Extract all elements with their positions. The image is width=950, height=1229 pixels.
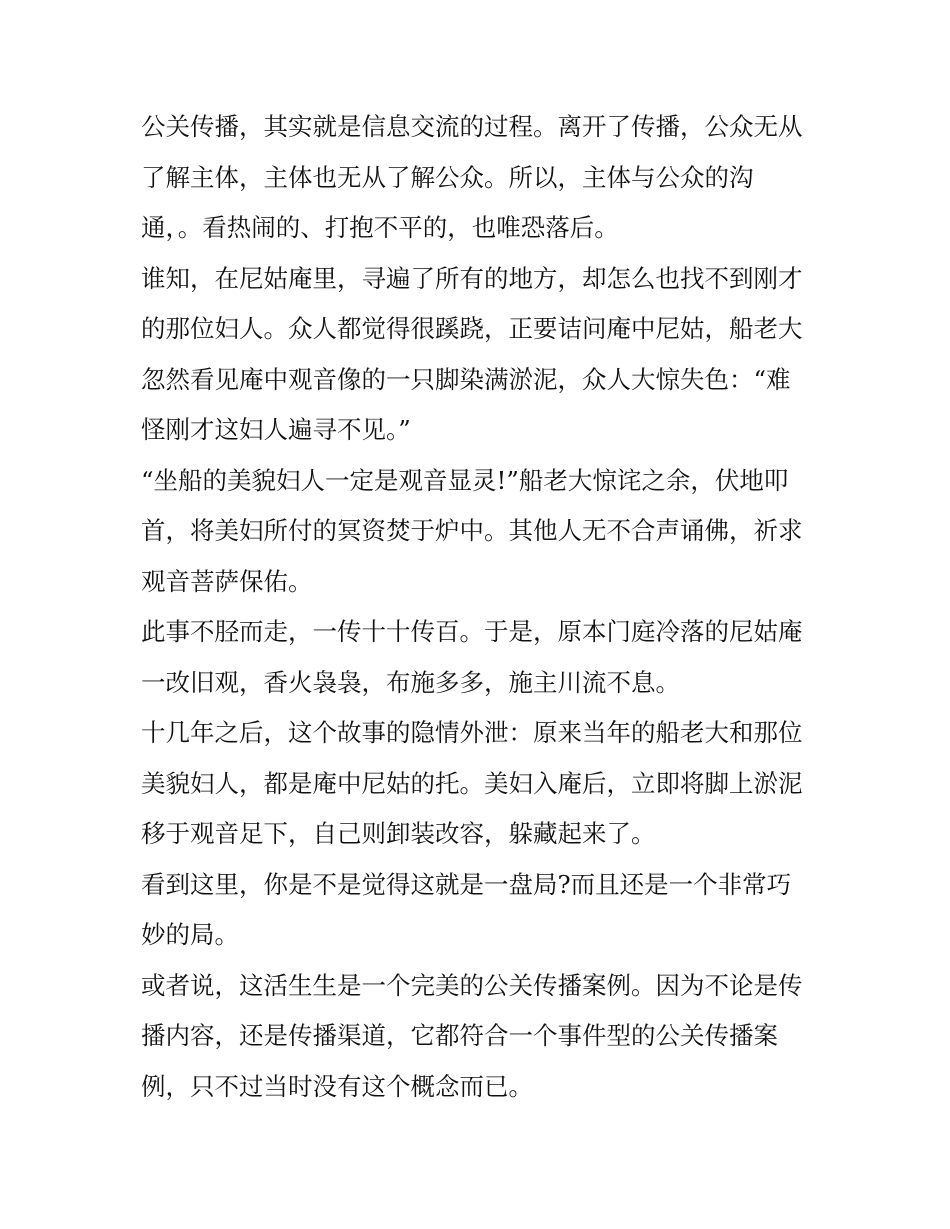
text-line: 首，将美妇所付的冥资焚于炉中。其他人无不合声诵佛，祈求 <box>141 516 803 545</box>
text-line: 美貌妇人，都是庵中尼姑的托。美妇入庵后，立即将脚上淤泥 <box>141 768 803 798</box>
text-line: 一改旧观，香火袅袅，布施多多，施主川流不息。 <box>141 667 680 697</box>
paragraph-1 <box>141 102 821 254</box>
text-line: 观音菩萨保佑。 <box>141 566 313 596</box>
text-line: 了解主体，主体也无从了解公众。所以，主体与公众的沟 <box>141 162 754 192</box>
paragraph-3 <box>141 456 821 608</box>
paragraph-2 <box>141 254 821 456</box>
text-line: 怪刚才这妇人遍寻不见。” <box>141 415 411 444</box>
text-line: 或者说，这活生生是一个完美的公关传播案例。因为不论是传 <box>141 970 803 1000</box>
text-line: 十几年之后，这个故事的隐情外泄：原来当年的船老大和那位 <box>141 718 803 747</box>
text-line: 看到这里，你是不是觉得这就是一盘局?而且还是一个非常巧 <box>141 869 792 899</box>
text-line: 此事不胫而走，一传十十传百。于是，原本门庭冷落的尼姑庵 <box>141 617 803 646</box>
text-line: 谁知，在尼姑庵里，寻遍了所有的地方，却怎么也找不到刚才 <box>141 263 803 293</box>
text-line: 妙的局。 <box>141 920 239 949</box>
paragraph-6 <box>141 860 821 961</box>
paragraph-4 <box>141 607 821 708</box>
text-line: 例，只不过当时没有这个概念而已。 <box>141 1071 533 1101</box>
text-line: 的那位妇人。众人都觉得很蹊跷，正要诘问庵中尼姑，船老大 <box>141 314 803 343</box>
document-body <box>141 102 821 1112</box>
text-line: “坐船的美貌妇人一定是观音显灵!”船老大惊诧之余，伏地叩 <box>141 465 789 495</box>
text-line: 公关传播，其实就是信息交流的过程。离开了传播，公众无从 <box>141 112 803 141</box>
text-line: 通，。看热闹的、打抱不平的，也唯恐落后。 <box>141 213 619 242</box>
paragraph-7 <box>141 961 821 1113</box>
text-line: 移于观音足下，自己则卸装改容，躲藏起来了。 <box>141 819 656 848</box>
text-line: 忽然看见庵中观音像的一只脚染满淤泥，众人大惊失色：“难 <box>141 364 791 394</box>
text-line: 播内容，还是传播渠道，它都符合一个事件型的公关传播案 <box>141 1021 778 1050</box>
paragraph-5 <box>141 708 821 860</box>
